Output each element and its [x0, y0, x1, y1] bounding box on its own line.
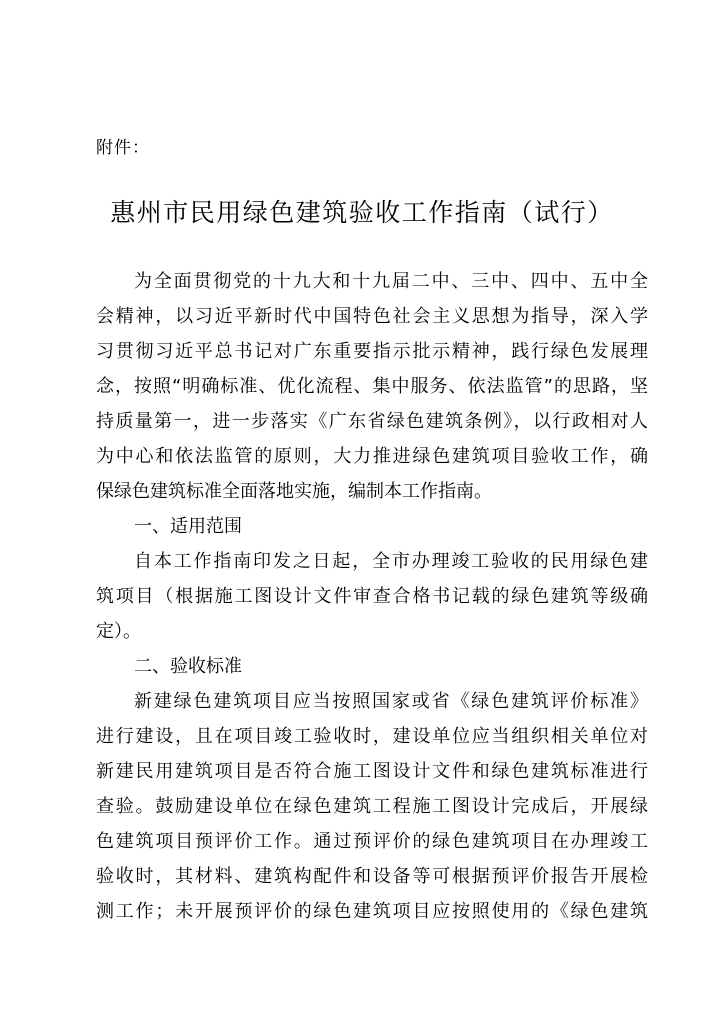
paragraph-line: 新建民用建筑项目是否符合施工图设计文件和绿色建筑标准进行: [96, 761, 648, 782]
paragraph-line: 筑项目（根据施工图设计文件审查合格书记载的绿色建筑等级确: [96, 586, 648, 607]
paragraph-line: 测工作；未开展预评价的绿色建筑项目应按照使用的《绿色建筑: [96, 901, 648, 922]
paragraph-line: 色建筑项目预评价工作。通过预评价的绿色建筑项目在办理竣工: [96, 831, 648, 852]
attachment-label: 附件：: [96, 138, 150, 158]
paragraph-line: 定）。: [96, 621, 141, 642]
paragraph-line: 查验。鼓励建设单位在绿色建筑工程施工图设计完成后，开展绿: [96, 796, 648, 817]
paragraph-line: 保绿色建筑标准全面落地实施，编制本工作指南。: [96, 481, 492, 502]
document-body: [96, 264, 648, 929]
paragraph-line: 自本工作指南印发之日起，全市办理竣工验收的民用绿色建: [134, 551, 648, 572]
section-heading-standards: 二、验收标准: [134, 656, 242, 677]
paragraph-line: 为全面贯彻党的十九大和十九届二中、三中、四中、五中全: [134, 271, 648, 292]
section-heading-scope: 一、适用范围: [134, 516, 242, 537]
paragraph-line: 验收时，其材料、建筑构配件和设备等可根据预评价报告开展检: [96, 866, 648, 887]
paragraph-line: 习贯彻习近平总书记对广东重要指示批示精神，践行绿色发展理: [96, 341, 648, 362]
paragraph-line: 念，按照“明确标准、优化流程、集中服务、依法监管”的思路，坚: [96, 376, 648, 397]
document-title: 惠州市民用绿色建筑验收工作指南（试行）: [110, 198, 614, 227]
paragraph-line: 为中心和依法监管的原则，大力推进绿色建筑项目验收工作，确: [96, 446, 648, 467]
paragraph-line: 会精神，以习近平新时代中国特色社会主义思想为指导，深入学: [96, 306, 648, 327]
paragraph-line: 进行建设，且在项目竣工验收时，建设单位应当组织相关单位对: [96, 726, 648, 747]
paragraph-line: 新建绿色建筑项目应当按照国家或省《绿色建筑评价标准》: [134, 691, 648, 712]
paragraph-line: 持质量第一，进一步落实《广东省绿色建筑条例》，以行政相对人: [96, 411, 648, 432]
